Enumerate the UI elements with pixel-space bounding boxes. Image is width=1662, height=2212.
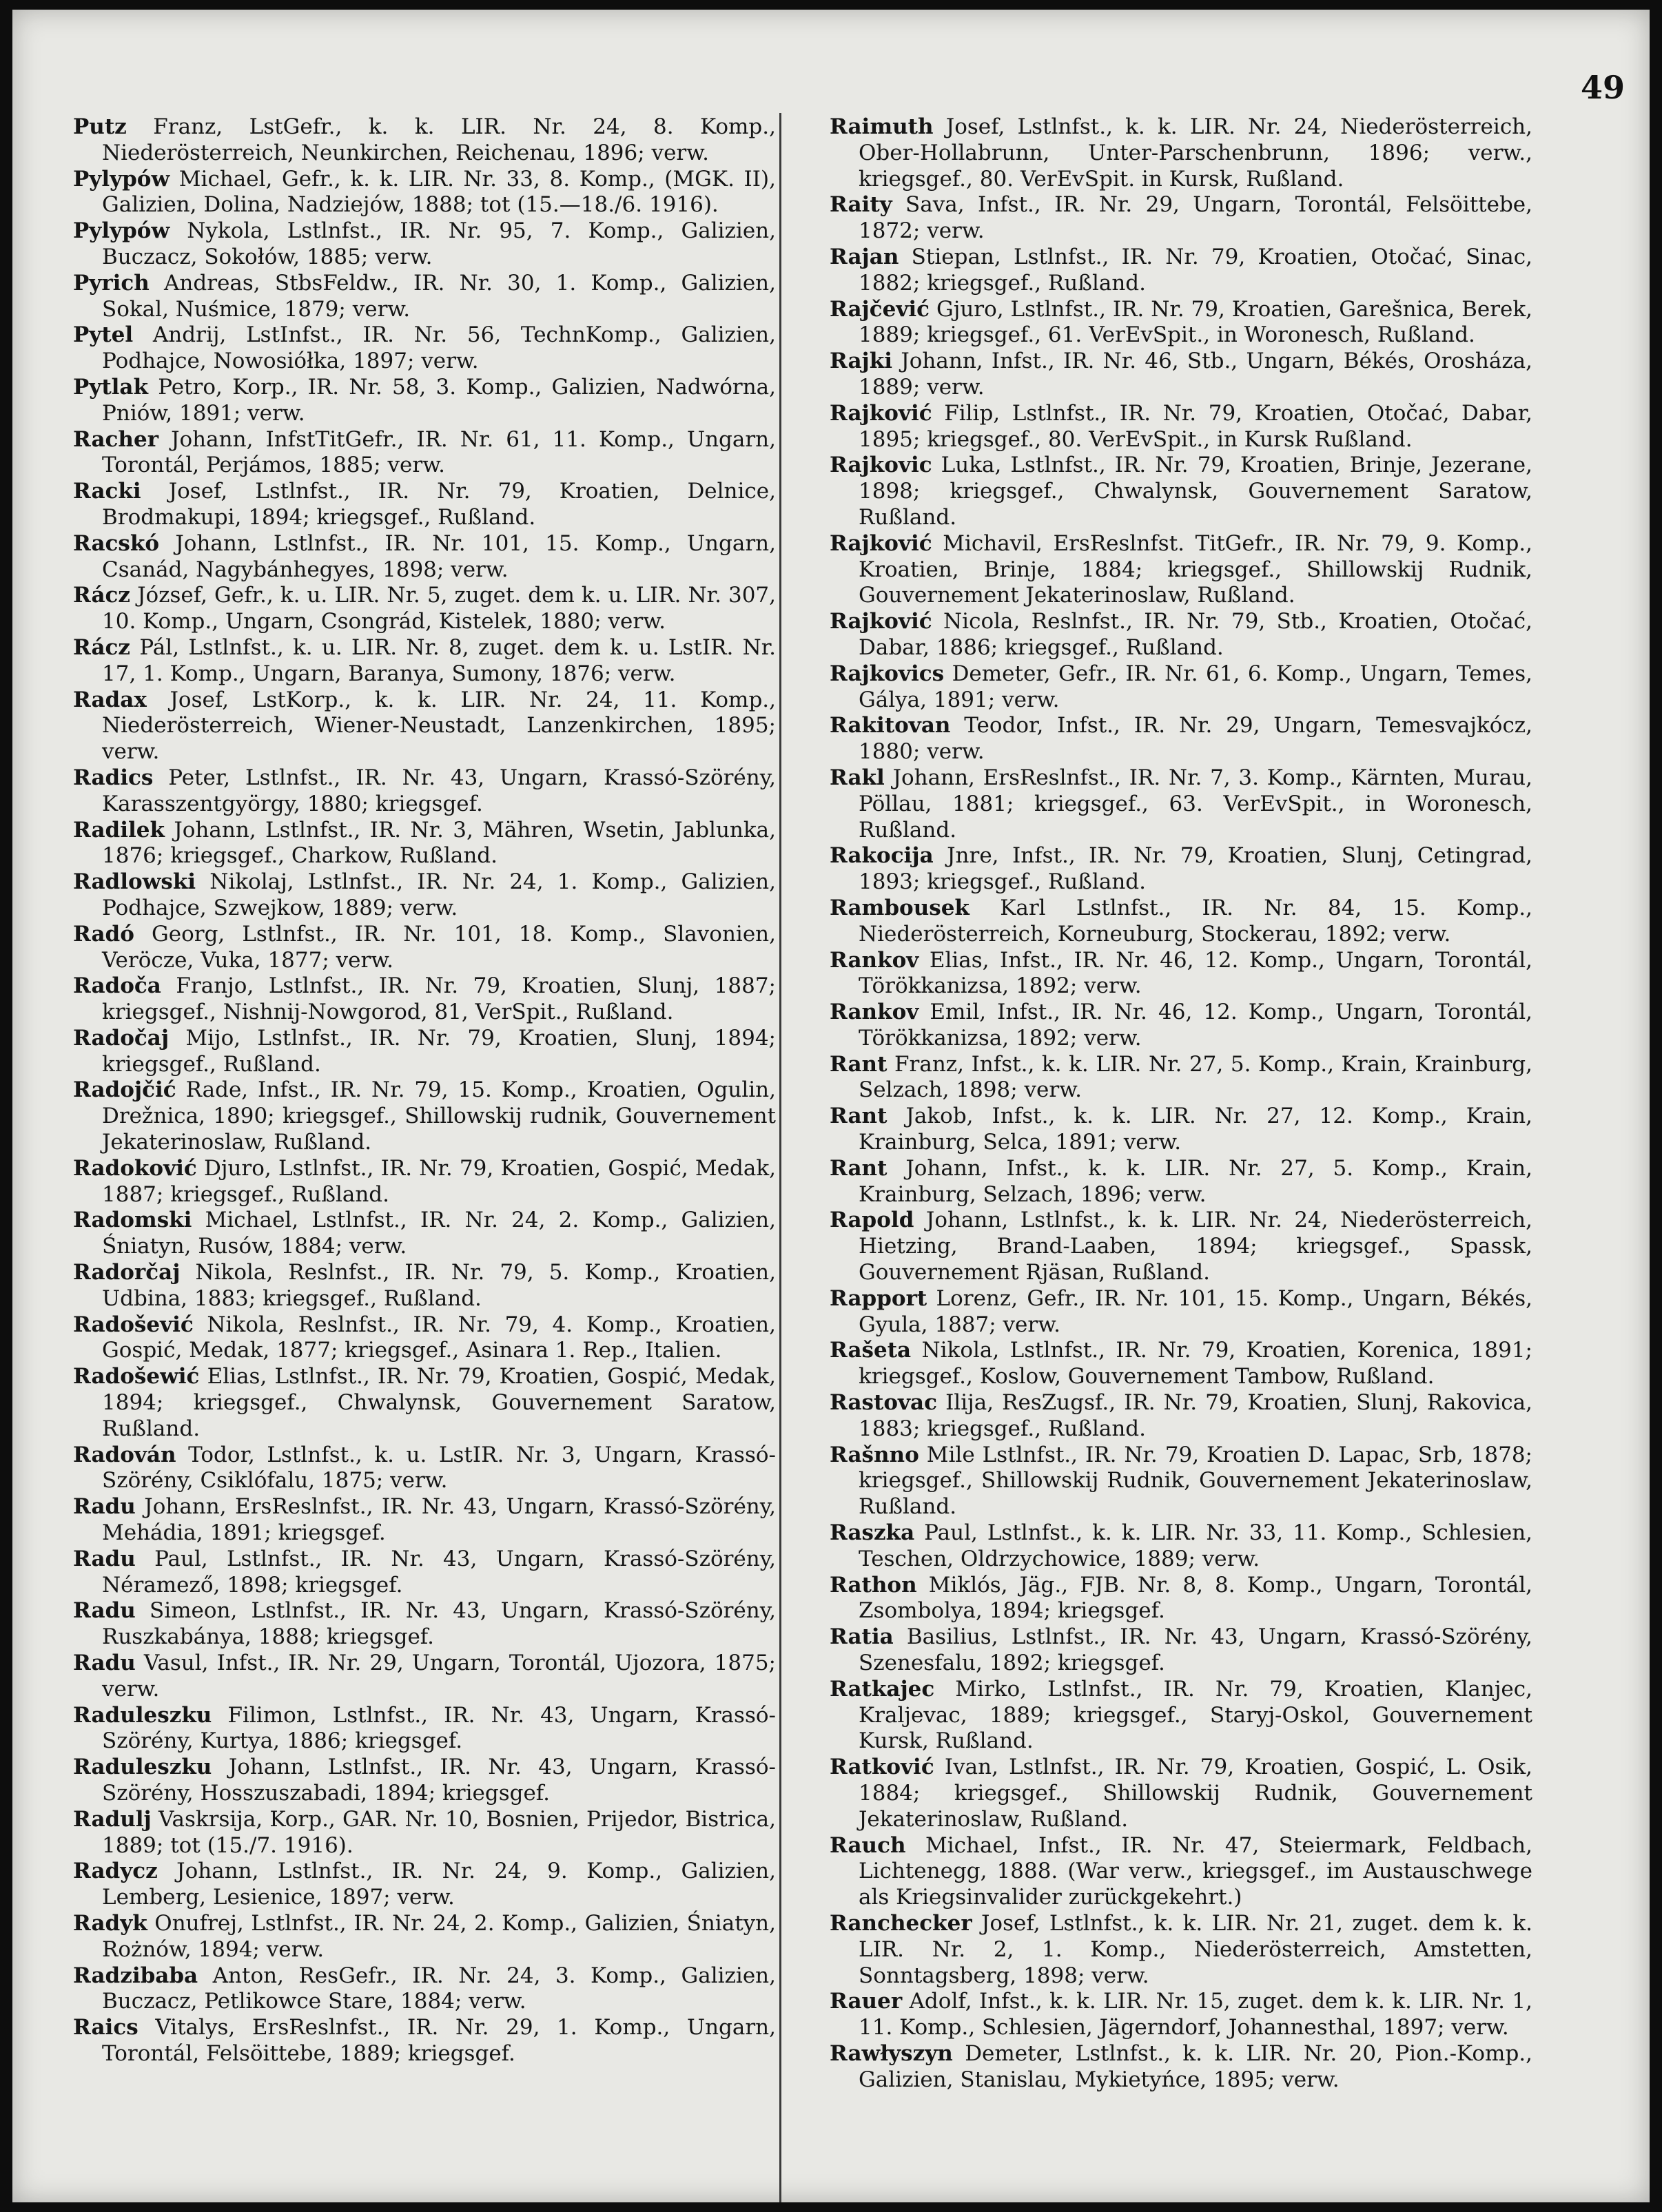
entry-details: Nicola, Reslnfst., IR. Nr. 79, Stb., Kroatien, Otočać, Dabar, 1886; kriegsgef., Rußland. <box>859 609 1532 660</box>
entry-details: Filip, Lstlnfst., IR. Nr. 79, Kroatien, Otočać, Dabar, 1895; kriegsgef., 80. VerEvSpit., in Kursk Rußland. <box>859 400 1532 452</box>
list-item <box>73 635 776 688</box>
entry-details: Sava, Infst., IR. Nr. 29, Ungarn, Torontál, Felsöittebe, 1872; verw. <box>859 192 1532 244</box>
entry-surname: Rankov <box>830 947 919 973</box>
entry-surname: Rajković <box>830 609 932 634</box>
list-item <box>830 1286 1532 1338</box>
entry-surname: Radics <box>73 765 154 790</box>
list-item <box>73 1807 776 1859</box>
entry-details: Basilius, Lstlnfst., IR. Nr. 43, Ungarn, Krassó-Szörény, Szenesfalu, 1892; kriegsgef. <box>859 1624 1532 1676</box>
entry-details: Franjo, Lstlnfst., IR. Nr. 79, Kroatien, Slunj, 1887; kriegsgef., Nishnij-Nowgorod, 81, VerSpit., Rußland. <box>102 973 776 1025</box>
entry-details: Demeter, Gefr., IR. Nr. 61, 6. Komp., Ungarn, Temes, Gálya, 1891; verw. <box>859 661 1532 712</box>
list-item <box>73 869 776 922</box>
list-item <box>830 1104 1532 1156</box>
entry-details: Teodor, Infst., IR. Nr. 29, Ungarn, Temesvajkócz, 1880; verw. <box>859 713 1532 765</box>
entry-surname: Rašnno <box>830 1442 919 1467</box>
entry-surname: Radorčaj <box>73 1260 181 1285</box>
entry-details: Jnre, Infst., IR. Nr. 79, Kroatien, Slunj, Cetingrad, 1893; kriegsgef., Rußland. <box>859 843 1532 895</box>
list-item <box>830 245 1532 297</box>
entry-surname: Rajčević <box>830 296 930 322</box>
entry-details: Andrij, LstInfst., IR. Nr. 56, TechnKomp., Galizien, Podhajce, Nowosiółka, 1897; verw. <box>102 322 776 374</box>
entry-details: József, Gefr., k. u. LIR. Nr. 5, zuget. dem k. u. LIR. Nr. 307, 10. Komp., Ungarn, Csongrád, Kistelek, 1880; verw. <box>102 583 776 634</box>
entry-surname: Raduleszku <box>73 1755 212 1780</box>
entry-surname: Rathon <box>830 1572 917 1598</box>
list-item <box>73 922 776 974</box>
entry-surname: Racki <box>73 479 141 504</box>
entry-details: Djuro, Lstlnfst., IR. Nr. 79, Kroatien, Gospić, Medak, 1887; kriegsgef., Rußland. <box>102 1155 776 1207</box>
list-item <box>830 713 1532 765</box>
entry-surname: Raszka <box>830 1520 915 1546</box>
entry-surname: Rant <box>830 1104 888 1129</box>
entry-details: Vasul, Infst., IR. Nr. 29, Ungarn, Torontál, Ujozora, 1875; verw. <box>102 1651 776 1702</box>
entry-details: Nikola, Reslnfst., IR. Nr. 79, 4. Komp., Kroatien, Gospić, Medak, 1877; kriegsgef., Asinara 1. Rep., Italien. <box>102 1312 776 1363</box>
list-item <box>73 973 776 1026</box>
entry-surname: Racskó <box>73 530 160 556</box>
list-item <box>73 688 776 765</box>
entry-details: Jakob, Infst., k. k. LIR. Nr. 27, 12. Komp., Krain, Krainburg, Selca, 1891; verw. <box>859 1104 1532 1155</box>
list-item <box>73 531 776 583</box>
entry-surname: Radu <box>73 1494 136 1520</box>
list-item <box>830 765 1532 843</box>
entry-surname: Radu <box>73 1546 136 1571</box>
entry-surname: Raity <box>830 192 892 218</box>
list-item <box>830 1833 1532 1911</box>
entry-details: Karl Lstlnfst., IR. Nr. 84, 15. Komp., Niederösterreich, Korneuburg, Stockerau, 1892; verw. <box>859 895 1532 947</box>
entry-details: Pál, Lstlnfst., k. u. LIR. Nr. 8, zuget. dem k. u. LstIR. Nr. 17, 1. Komp., Ungarn, Baranya, Sumony, 1876; verw. <box>102 634 776 686</box>
entry-details: Mirko, Lstlnfst., IR. Nr. 79, Kroatien, Klanjec, Kraljevac, 1889; kriegsgef., Staryj-Oskol, Gouvernement Kursk, Rußland. <box>859 1676 1532 1754</box>
entry-details: Rade, Infst., IR. Nr. 79, 15. Komp., Kroatien, Ogulin, Drežnica, 1890; kriegsgef., Shillowskij rudnik, Gouvernement Jekaterinoslaw, Rußland. <box>102 1077 776 1155</box>
entry-surname: Pyrich <box>73 270 150 296</box>
entry-details: Johann, Lstlnfst., IR. Nr. 43, Ungarn, Krassó-Szörény, Hosszuszabadi, 1894; kriegsgef. <box>102 1755 776 1806</box>
list-item <box>73 1077 776 1155</box>
entry-details: Ilija, ResZugsf., IR. Nr. 79, Kroatien, Slunj, Rakovica, 1883; kriegsgef., Rußland. <box>859 1390 1532 1441</box>
entry-surname: Rakocija <box>830 843 934 869</box>
entry-details: Miklós, Jäg., FJB. Nr. 8, 8. Komp., Ungarn, Torontál, Zsombolya, 1894; kriegsgef. <box>859 1572 1532 1624</box>
entry-details: Georg, Lstlnfst., IR. Nr. 101, 18. Komp., Slavonien, Veröcze, Vuka, 1877; verw. <box>102 921 776 973</box>
entry-details: Michavil, ErsReslnfst. TitGefr., IR. Nr. 79, 9. Komp., Kroatien, Brinje, 1884; kriegsgef., Shillowskij Rudnik, Gouvernement Jekaterinoslaw, Rußland. <box>859 530 1532 608</box>
list-item <box>830 1755 1532 1832</box>
list-item <box>73 1547 776 1599</box>
entry-details: Elias, Lstlnfst., IR. Nr. 79, Kroatien, Gospić, Medak, 1894; kriegsgef., Chwalynsk, Gouvernement Saratow, Rußland. <box>102 1364 776 1441</box>
list-item <box>830 1989 1532 2041</box>
list-item <box>73 1911 776 1963</box>
entry-details: Lorenz, Gefr., IR. Nr. 101, 15. Komp., Ungarn, Békés, Gyula, 1887; verw. <box>859 1285 1532 1337</box>
entry-surname: Radošević <box>73 1312 194 1337</box>
document-page <box>12 10 1650 2202</box>
list-item <box>830 843 1532 896</box>
entry-surname: Rambousek <box>830 895 970 920</box>
entry-surname: Rácz <box>73 634 131 660</box>
list-item <box>73 322 776 375</box>
entry-details: Johann, Lstlnfst., IR. Nr. 24, 9. Komp., Galizien, Lemberg, Lesienice, 1897; verw. <box>102 1859 776 1910</box>
entry-surname: Ratia <box>830 1624 894 1650</box>
entry-details: Nykola, Lstlnfst., IR. Nr. 95, 7. Komp., Galizien, Buczacz, Sokołów, 1885; verw. <box>102 218 776 269</box>
entry-details: Josef, Lstlnfst., k. k. LIR. Nr. 24, Niederösterreich, Ober-Hollabrunn, Unter-Parschenbrunn, 1896; verw., kriegsgef., 80. VerEvSpit. in Kursk, Rußland. <box>859 114 1532 192</box>
list-item <box>830 1443 1532 1520</box>
entry-details: Josef, LstKorp., k. k. LIR. Nr. 24, 11. Komp., Niederösterreich, Wiener-Neustadt, Lanzenkirchen, 1895; verw. <box>102 687 776 765</box>
entry-surname: Radyk <box>73 1910 147 1936</box>
column-divider <box>779 113 781 2202</box>
entry-details: Johann, ErsReslnfst., IR. Nr. 43, Ungarn, Krassó-Szörény, Mehádia, 1891; kriegsgef. <box>102 1494 776 1546</box>
entry-surname: Rakl <box>830 765 885 790</box>
list-item <box>830 1156 1532 1208</box>
entry-details: Johann, Lstlnfst., k. k. LIR. Nr. 24, Niederösterreich, Hietzing, Brand-Laaben, 1894; kriegsgef., Spassk, Gouvernement Rjäsan, Rußland. <box>859 1208 1532 1285</box>
entry-details: Mile Lstlnfst., IR. Nr. 79, Kroatien D. Lapac, Srb, 1878; kriegsgef., Shillowskij Rudnik, Gouvernement Jekaterinoslaw, Rußland. <box>859 1442 1532 1520</box>
entry-surname: Radzibaba <box>73 1963 198 1988</box>
list-item <box>73 1156 776 1208</box>
entry-surname: Radomski <box>73 1208 192 1233</box>
list-item <box>73 1208 776 1260</box>
entry-details: Michael, Lstlnfst., IR. Nr. 24, 2. Komp., Galizien, Śniatyn, Rusów, 1884; verw. <box>102 1208 776 1259</box>
list-item <box>830 1624 1532 1677</box>
list-item <box>830 1573 1532 1625</box>
list-item <box>830 1911 1532 1989</box>
entry-surname: Radó <box>73 921 134 947</box>
list-item <box>73 1703 776 1755</box>
entry-details: Elias, Infst., IR. Nr. 46, 12. Komp., Ungarn, Torontál, Törökkanizsa, 1892; verw. <box>859 947 1532 999</box>
entry-details: Michael, Infst., IR. Nr. 47, Steiermark, Feldbach, Lichtenegg, 1888. (War verw., kriegsgef., im Austauschwege als Kriegsinvalider zurückgekehrt.) <box>859 1832 1532 1910</box>
entry-details: Peter, Lstlnfst., IR. Nr. 43, Ungarn, Krassó-Szörény, Karasszentgyörgy, 1880; kriegsgef. <box>102 765 776 816</box>
entry-details: Gjuro, Lstlnfst., IR. Nr. 79, Kroatien, Garešnica, Berek, 1889; kriegsgef., 61. VerEvSpit., in Woronesch, Rußland. <box>859 296 1532 348</box>
entry-surname: Racher <box>73 426 159 452</box>
list-item <box>830 1677 1532 1755</box>
entry-details: Emil, Infst., IR. Nr. 46, 12. Komp., Ungarn, Torontál, Törökkanizsa, 1892; verw. <box>859 1000 1532 1051</box>
list-item <box>830 1390 1532 1443</box>
entry-details: Michael, Gefr., k. k. LIR. Nr. 33, 8. Komp., (MGK. II), Galizien, Dolina, Nadziejów, 1888; tot (15.—18./6. 1916). <box>102 166 776 218</box>
list-item <box>830 896 1532 948</box>
entry-surname: Rauer <box>830 1989 903 2014</box>
entry-surname: Rapold <box>830 1208 914 1233</box>
entry-details: Johann, Infst., k. k. LIR. Nr. 27, 5. Komp., Krain, Krainburg, Selzach, 1896; verw. <box>859 1155 1532 1207</box>
list-item <box>830 114 1532 192</box>
entry-details: Franz, Infst., k. k. LIR. Nr. 27, 5. Komp., Krain, Krainburg, Selzach, 1898; verw. <box>859 1051 1532 1103</box>
entry-surname: Rašeta <box>830 1338 912 1363</box>
entry-surname: Pytel <box>73 322 134 348</box>
entry-surname: Radax <box>73 687 147 712</box>
list-item <box>73 1026 776 1078</box>
entry-details: Stiepan, Lstlnfst., IR. Nr. 79, Kroatien, Otočać, Sinac, 1882; kriegsgef., Rußland. <box>859 244 1532 296</box>
entry-details: Paul, Lstlnfst., k. k. LIR. Nr. 33, 11. Komp., Schlesien, Teschen, Oldrzychowice, 1889; verw. <box>859 1520 1532 1571</box>
entry-surname: Raics <box>73 2015 138 2040</box>
list-item <box>73 167 776 219</box>
list-item <box>73 1598 776 1651</box>
entry-surname: Rajki <box>830 349 893 374</box>
entry-details: Josef, Lstlnfst., IR. Nr. 79, Kroatien, Delnice, Brodmakupi, 1894; kriegsgef., Rußland. <box>102 479 776 530</box>
entry-surname: Rácz <box>73 583 131 608</box>
entry-surname: Rakitovan <box>830 713 951 738</box>
entry-details: Petro, Korp., IR. Nr. 58, 3. Komp., Galizien, Nadwórna, Pniów, 1891; verw. <box>102 374 776 426</box>
entry-surname: Rajković <box>830 530 932 556</box>
list-item <box>73 818 776 870</box>
entry-surname: Radu <box>73 1598 136 1624</box>
right-column <box>830 114 1532 2094</box>
entry-details: Johann, Lstlnfst., IR. Nr. 3, Mähren, Wsetin, Jablunka, 1876; kriegsgef., Charkow, Rußland. <box>102 817 776 869</box>
entry-details: Mijo, Lstlnfst., IR. Nr. 79, Kroatien, Slunj, 1894; kriegsgef., Rußland. <box>102 1025 776 1077</box>
entry-surname: Ratkajec <box>830 1676 935 1702</box>
list-item <box>73 114 776 167</box>
entry-details: Adolf, Infst., k. k. LIR. Nr. 15, zuget. dem k. k. LIR. Nr. 1, 11. Komp., Schlesien, Jägerndorf, Johannesthal, 1897; verw. <box>859 1989 1532 2040</box>
entry-details: Johann, ErsReslnfst., IR. Nr. 7, 3. Komp., Kärnten, Murau, Pöllau, 1881; kriegsgef., 63. VerEvSpit., in Woronesch, Rußland. <box>859 765 1532 843</box>
list-item <box>830 1338 1532 1390</box>
entry-surname: Putz <box>73 114 127 139</box>
list-item <box>830 1052 1532 1104</box>
list-item <box>73 1260 776 1312</box>
entry-details: Anton, ResGefr., IR. Nr. 24, 3. Komp., Galizien, Buczacz, Petlikowce Stare, 1884; verw. <box>102 1963 776 2014</box>
entry-surname: Pylypów <box>73 218 170 244</box>
entry-surname: Rajković <box>830 400 932 426</box>
list-item <box>73 1755 776 1807</box>
entry-surname: Ratković <box>830 1755 934 1780</box>
list-item <box>73 1443 776 1495</box>
entry-surname: Rajkovics <box>830 661 945 686</box>
list-item <box>73 1651 776 1703</box>
entry-surname: Rant <box>830 1155 888 1181</box>
entry-surname: Radycz <box>73 1859 158 1884</box>
page-number: 49 <box>1580 69 1625 106</box>
list-item <box>830 1520 1532 1573</box>
entry-surname: Pylypów <box>73 166 170 192</box>
list-item <box>830 2041 1532 2094</box>
entry-details: Franz, LstGefr., k. k. LIR. Nr. 24, 8. Komp., Niederösterreich, Neunkirchen, Reichenau, 1896; verw. <box>102 114 776 165</box>
list-item <box>73 1859 776 1911</box>
entry-details: Luka, Lstlnfst., IR. Nr. 79, Kroatien, Brinje, Jezerane, 1898; kriegsgef., Chwalynsk, Gouvernement Saratow, Rußland. <box>859 453 1532 530</box>
entry-surname: Rankov <box>830 1000 919 1025</box>
list-item <box>830 401 1532 453</box>
entry-surname: Rant <box>830 1051 888 1077</box>
list-item <box>830 609 1532 661</box>
entry-details: Johann, InfstTitGefr., IR. Nr. 61, 11. Komp., Ungarn, Torontál, Perjámos, 1885; verw. <box>102 426 776 478</box>
entry-details: Vaskrsija, Korp., GAR. Nr. 10, Bosnien, Prijedor, Bistrica, 1889; tot (15./7. 1916). <box>102 1806 776 1858</box>
entry-surname: Radoča <box>73 973 161 999</box>
list-item <box>73 1963 776 2016</box>
entry-surname: Raduleszku <box>73 1702 212 1728</box>
entry-surname: Radošewić <box>73 1364 200 1389</box>
entry-details: Josef, Lstlnfst., k. k. LIR. Nr. 21, zuget. dem k. k. LIR. Nr. 2, 1. Komp., Niederösterreich, Amstetten, Sonntagsberg, 1898; verw. <box>859 1910 1532 1988</box>
list-item <box>73 2015 776 2067</box>
entry-surname: Radu <box>73 1651 136 1676</box>
entry-details: Johann, Lstlnfst., IR. Nr. 101, 15. Komp., Ungarn, Csanád, Nagybánhegyes, 1898; verw. <box>102 530 776 582</box>
entry-surname: Radočaj <box>73 1025 170 1051</box>
list-item <box>73 479 776 531</box>
entry-surname: Ranchecker <box>830 1910 972 1936</box>
list-item <box>73 427 776 479</box>
list-item <box>830 531 1532 609</box>
list-item <box>73 1494 776 1547</box>
list-item <box>73 375 776 427</box>
entry-surname: Radován <box>73 1442 176 1467</box>
entry-details: Nikola, Reslnfst., IR. Nr. 79, 5. Komp., Kroatien, Udbina, 1883; kriegsgef., Rußland. <box>102 1260 776 1311</box>
entry-details: Ivan, Lstlnfst., IR. Nr. 79, Kroatien, Gospić, L. Osik, 1884; kriegsgef., Shillowskij Rudnik, Gouvernement Jekaterinoslaw, Rußland. <box>859 1755 1532 1832</box>
list-item <box>73 583 776 635</box>
list-item <box>830 349 1532 401</box>
entry-surname: Rajkovic <box>830 453 932 478</box>
entry-details: Todor, Lstlnfst., k. u. LstIR. Nr. 3, Ungarn, Krassó-Szörény, Csiklófalu, 1875; verw. <box>102 1442 776 1493</box>
entry-details: Onufrej, Lstlnfst., IR. Nr. 24, 2. Komp., Galizien, Śniatyn, Rożnów, 1894; verw. <box>102 1910 776 1962</box>
entry-surname: Radoković <box>73 1155 197 1181</box>
list-item <box>73 218 776 271</box>
entry-surname: Radojčić <box>73 1077 176 1103</box>
entry-surname: Rajan <box>830 244 899 269</box>
entry-surname: Rapport <box>830 1285 927 1311</box>
entry-details: Vitalys, ErsReslnfst., IR. Nr. 29, 1. Komp., Ungarn, Torontál, Felsöittebe, 1889; kriegsgef. <box>102 2015 776 2066</box>
entry-details: Johann, Infst., IR. Nr. 46, Stb., Ungarn, Békés, Orosháza, 1889; verw. <box>859 349 1532 400</box>
list-item <box>73 1312 776 1365</box>
list-item <box>830 948 1532 1000</box>
list-item <box>73 765 776 818</box>
list-item <box>830 661 1532 714</box>
entry-details: Nikolaj, Lstlnfst., IR. Nr. 24, 1. Komp., Galizien, Podhajce, Szwejkow, 1889; verw. <box>102 869 776 920</box>
left-column <box>73 114 776 2067</box>
list-item <box>830 1208 1532 1285</box>
list-item <box>73 271 776 323</box>
entry-surname: Rauch <box>830 1832 906 1858</box>
list-item <box>830 192 1532 245</box>
list-item <box>830 1000 1532 1052</box>
entry-surname: Rastovac <box>830 1390 937 1416</box>
entry-details: Simeon, Lstlnfst., IR. Nr. 43, Ungarn, Krassó-Szörény, Ruszkabánya, 1888; kriegsgef. <box>102 1598 776 1650</box>
entry-surname: Rawłyszyn <box>830 2040 953 2066</box>
entry-surname: Pytlak <box>73 374 148 400</box>
entry-surname: Raimuth <box>830 114 934 139</box>
list-item <box>830 297 1532 349</box>
entry-surname: Radlowski <box>73 869 196 895</box>
entry-details: Demeter, Lstlnfst., k. k. LIR. Nr. 20, Pion.-Komp., Galizien, Stanislau, Mykietyńce, 1895; verw. <box>859 2040 1532 2092</box>
entry-surname: Radilek <box>73 817 165 843</box>
entry-details: Andreas, StbsFeldw., IR. Nr. 30, 1. Komp., Galizien, Sokal, Nuśmice, 1879; verw. <box>102 270 776 322</box>
entry-details: Nikola, Lstlnfst., IR. Nr. 79, Kroatien, Korenica, 1891; kriegsgef., Koslow, Gouvernement Tambow, Rußland. <box>859 1338 1532 1389</box>
list-item <box>73 1364 776 1442</box>
entry-details: Filimon, Lstlnfst., IR. Nr. 43, Ungarn, Krassó-Szörény, Kurtya, 1886; kriegsgef. <box>102 1702 776 1754</box>
entry-details: Paul, Lstlnfst., IR. Nr. 43, Ungarn, Krassó-Szörény, Néramező, 1898; kriegsgef. <box>102 1546 776 1598</box>
entry-surname: Radulj <box>73 1806 152 1832</box>
list-item <box>830 453 1532 530</box>
